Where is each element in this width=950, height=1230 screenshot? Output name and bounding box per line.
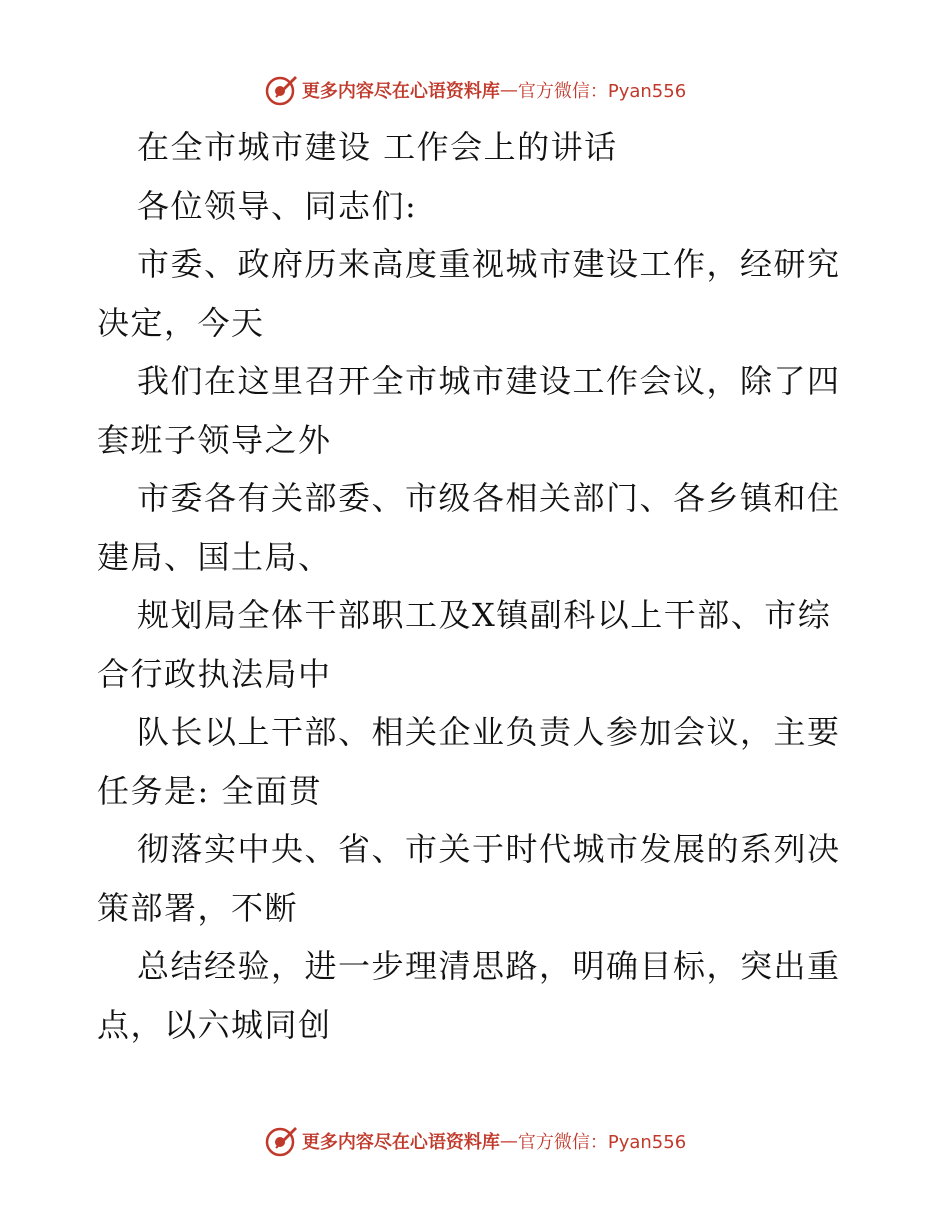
banner-wechat-text: 官方微信：Pyan556 bbox=[517, 1132, 687, 1153]
banner-main-text: 更多内容尽在心语资料库 bbox=[301, 1132, 500, 1153]
quill-pen-logo-icon bbox=[264, 73, 298, 107]
footer-banner bbox=[0, 1121, 950, 1161]
document-title: 在全市城市建设 工作会上的讲话 bbox=[137, 128, 618, 166]
paragraph-line: 建局、国土局、 bbox=[97, 537, 332, 576]
header-banner bbox=[0, 70, 950, 110]
banner-wechat-text: 官方微信：Pyan556 bbox=[517, 81, 687, 102]
paragraph-line: 规划局全体干部职工及X镇副科以上干部、市综 bbox=[137, 596, 832, 634]
paragraph-line: 队长以上干部、相关企业负责人参加会议，主要 bbox=[137, 713, 841, 751]
paragraph-line: 任务是: 全面贯 bbox=[97, 771, 322, 810]
banner-dash: — bbox=[499, 1130, 518, 1152]
paragraph-line: 套班子领导之外 bbox=[97, 420, 332, 459]
paragraph-line: 合行政执法局中 bbox=[97, 654, 332, 693]
document-body bbox=[97, 118, 857, 1054]
salutation: 各位领导、同志们: bbox=[137, 186, 418, 225]
paragraph-line: 彻落实中央、省、市关于时代城市发展的系列决 bbox=[137, 830, 841, 868]
banner-dash: — bbox=[499, 79, 518, 101]
paragraph-line: 市委各有关部委、市级各相关部门、各乡镇和住 bbox=[137, 479, 841, 517]
paragraph-line: 策部署，不断 bbox=[97, 888, 299, 927]
paragraph-line: 决定，今天 bbox=[97, 303, 265, 342]
paragraph-line: 我们在这里召开全市城市建设工作会议，除了四 bbox=[137, 362, 841, 400]
paragraph-line: 点，以六城同创 bbox=[97, 1005, 332, 1044]
quill-pen-logo-icon bbox=[264, 1124, 298, 1158]
paragraph-line: 总结经验，进一步理清思路，明确目标，突出重 bbox=[137, 947, 841, 985]
paragraph-line: 市委、政府历来高度重视城市建设工作，经研究 bbox=[137, 245, 841, 283]
banner-main-text: 更多内容尽在心语资料库 bbox=[301, 81, 500, 102]
